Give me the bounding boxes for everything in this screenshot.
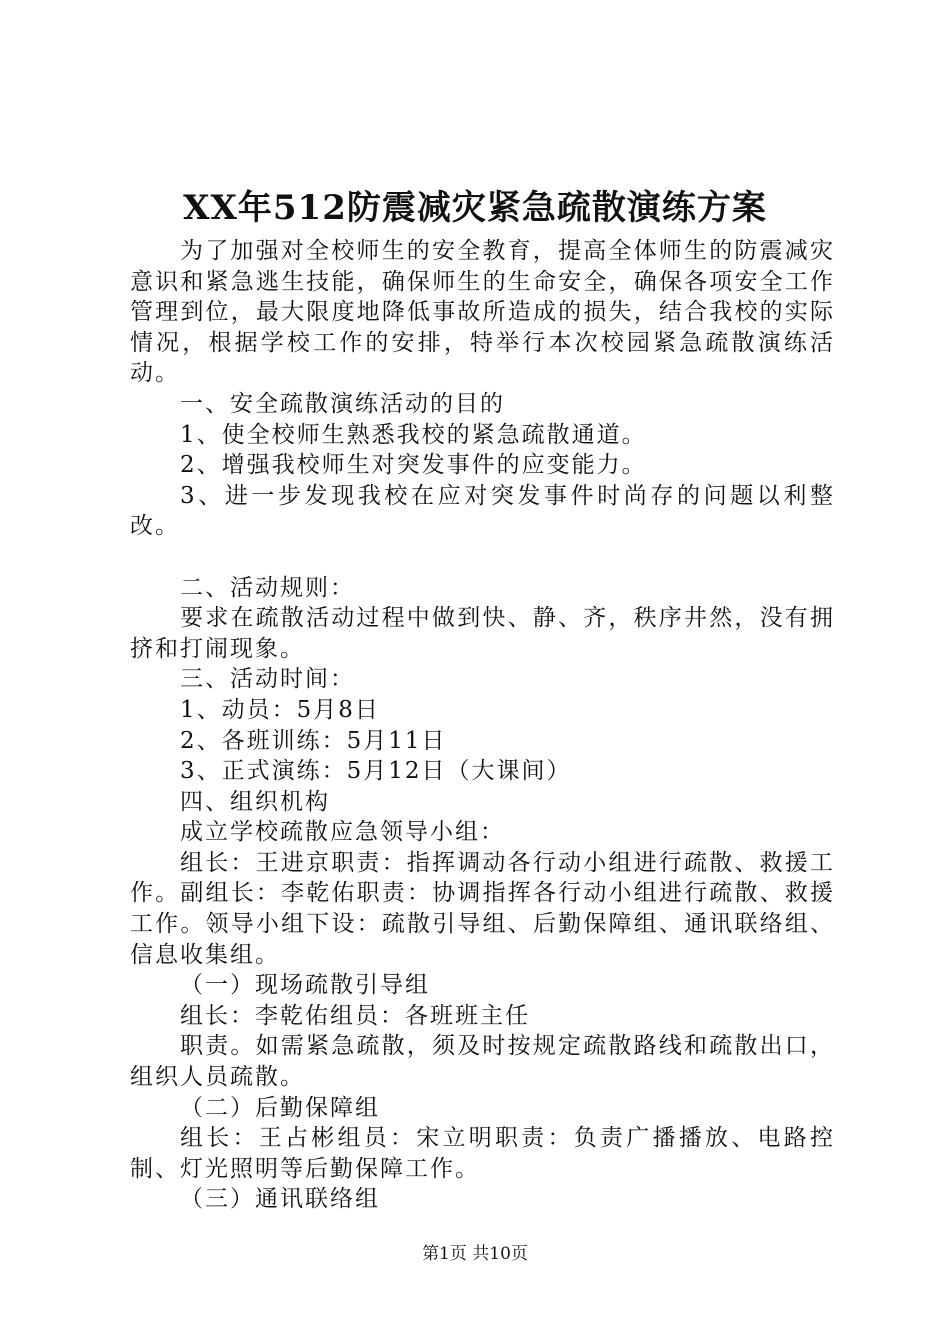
document-title: XX年512防震减灾紧急疏散演练方案: [183, 188, 767, 228]
section-heading: 三、活动时间：: [180, 666, 355, 693]
page-footer: 第1页 共10页: [422, 1244, 528, 1264]
body-paragraph: 组长：王进京职责：指挥调动各行动小组进行疏散、救援工作。副组长：李乾佑职责：协调指挥各行动小组进行疏散、救援工作。领导小组下设：疏散引导组、后勤保障组、通讯联络组、信息收集组。: [130, 849, 835, 968]
body-paragraph: 成立学校疏散应急领导小组：: [180, 819, 505, 846]
list-item: 1、动员：5月8日: [180, 696, 380, 723]
list-item: 1、使全校师生熟悉我校的紧急疏散通道。: [180, 421, 647, 448]
section-heading: 四、组织机构: [180, 788, 330, 815]
body-paragraph: 要求在疏散活动过程中做到快、静、齐，秩序井然，没有拥挤和打闹现象。: [130, 605, 835, 662]
subsection-heading: （一）现场疏散引导组: [180, 972, 430, 999]
list-item: 3、正式演练：5月12日（大课间）: [180, 758, 572, 785]
document-body: [130, 236, 835, 1215]
intro-paragraph: 为了加强对全校师生的安全教育，提高全体师生的防震减灾意识和紧急逃生技能，确保师生的生命安全，确保各项安全工作管理到位，最大限度地降低事故所造成的损失，结合我校的实际情况，根据学校工作的安排，特举行本次校园紧急疏散演练活动。: [130, 238, 835, 387]
body-paragraph: 职责。如需紧急疏散，须及时按规定疏散路线和疏散出口，组织人员疏散。: [130, 1033, 835, 1091]
list-item: 2、增强我校师生对突发事件的应变能力。: [180, 452, 647, 479]
blank-line: [130, 542, 835, 573]
section-heading: 一、安全疏散演练活动的目的: [180, 390, 505, 417]
body-paragraph: 组长：李乾佑组员：各班班主任: [180, 1002, 530, 1029]
body-paragraph: 组长：王占彬组员：宋立明职责：负责广播播放、电路控制、灯光照明等后勤保障工作。: [130, 1125, 835, 1182]
subsection-heading: （三）通讯联络组: [180, 1186, 380, 1213]
list-item: 2、各班训练：5月11日: [180, 727, 447, 754]
section-heading: 二、活动规则：: [180, 574, 355, 601]
subsection-heading: （二）后勤保障组: [180, 1094, 380, 1121]
list-item: 3、进一步发现我校在应对突发事件时尚存的问题以利整改。: [130, 482, 835, 540]
